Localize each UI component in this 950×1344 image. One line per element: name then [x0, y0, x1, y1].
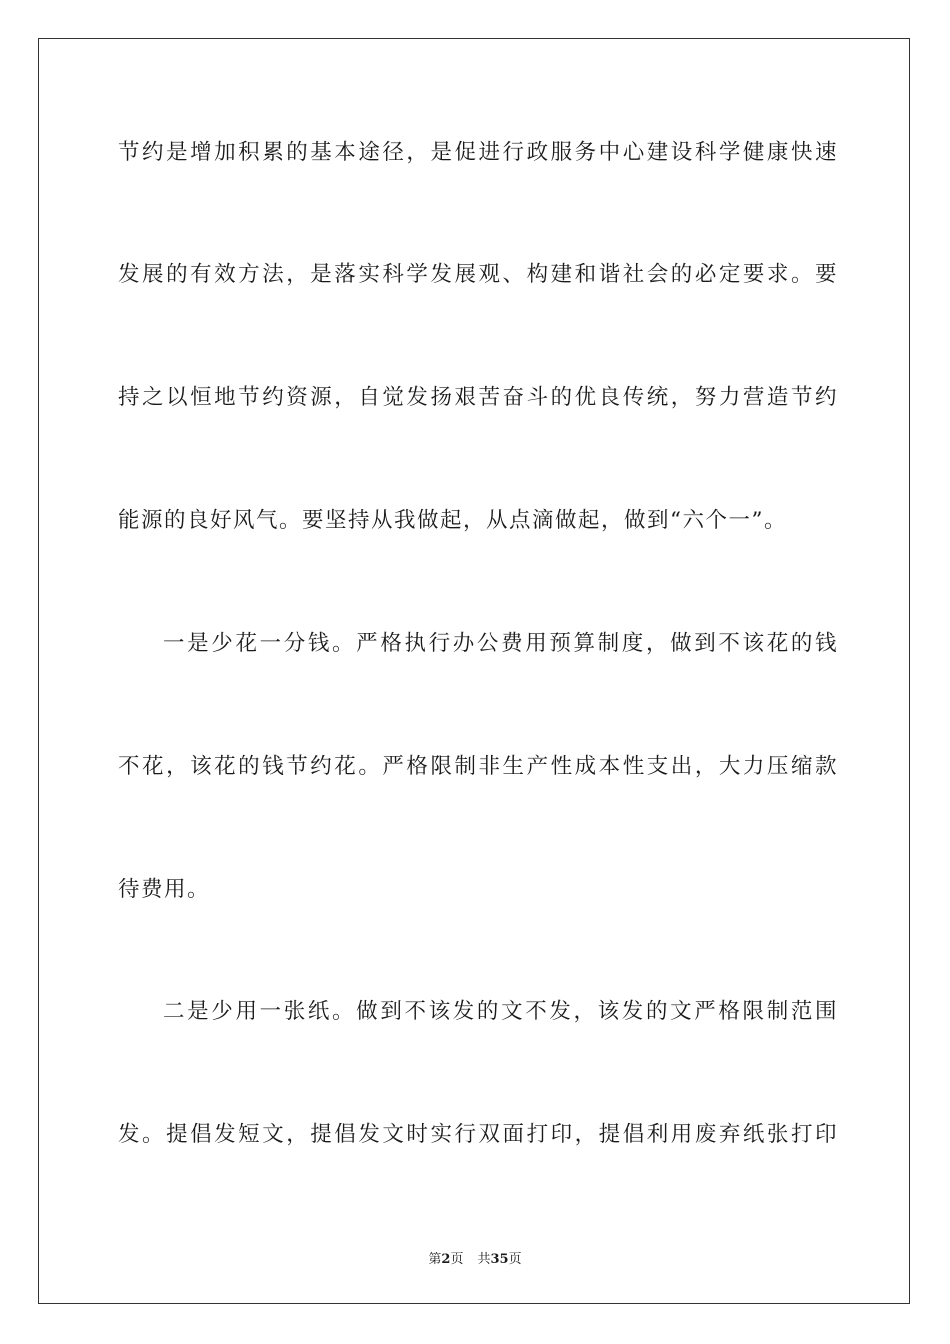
text-line-7: 待费用。 [118, 877, 211, 902]
page-number: 2 [441, 1252, 451, 1267]
text-line-6: 不花，该花的钱节约花。严格限制非生产性成本性支出，大力压缩款 [118, 754, 838, 779]
text-line-8: 二是少用一张纸。做到不该发的文不发，该发的文严格限制范围 [163, 999, 838, 1024]
text-line-4: 能源的良好风气。要坚持从我做起，从点滴做起，做到“六个一”。 [118, 508, 787, 533]
page-border [38, 38, 910, 1304]
text-line-3: 持之以恒地节约资源，自觉发扬艰苦奋斗的优良传统，努力营造节约 [118, 385, 838, 410]
total-prefix: 共 [477, 1252, 491, 1267]
total-suffix: 页 [508, 1252, 522, 1267]
page-prefix: 第 [428, 1252, 442, 1267]
page-suffix: 页 [450, 1252, 464, 1267]
text-line-2: 发展的有效方法，是落实科学发展观、构建和谐社会的必定要求。要 [118, 262, 838, 287]
text-line-9: 发。提倡发短文，提倡发文时实行双面打印，提倡利用废弃纸张打印 [118, 1122, 838, 1147]
page-footer [0, 1248, 950, 1267]
total-pages: 35 [490, 1252, 509, 1267]
text-line-5: 一是少花一分钱。严格执行办公费用预算制度，做到不该花的钱 [163, 631, 838, 656]
text-line-1: 节约是增加积累的基本途径，是促进行政服务中心建设科学健康快速 [118, 140, 838, 165]
